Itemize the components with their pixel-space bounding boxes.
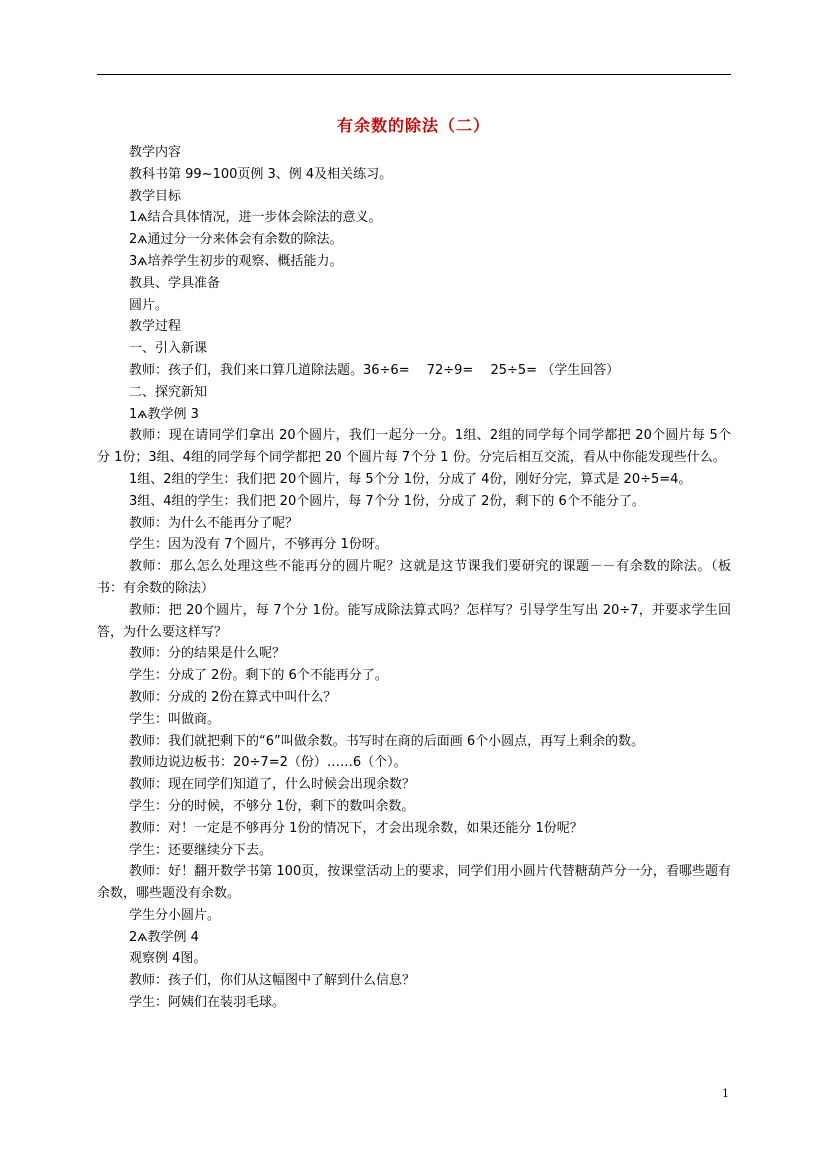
paragraph: 教师边说边板书：20÷7=2（份）……6（个）。: [129, 755, 407, 771]
paragraph: 教具、学具准备: [129, 275, 221, 291]
paragraph: 教师：为什么不能再分了呢？: [129, 515, 299, 531]
paragraph: 学生：分的时候，不够分 1份，剩下的数叫余数。: [129, 798, 415, 814]
paragraph: 学生分小圆片。: [129, 907, 221, 923]
paragraph: 教师：分成的 2份在算式中叫什么？: [129, 689, 337, 705]
paragraph: 教师：孩子们，你们从这幅图中了解到什么信息？: [129, 973, 416, 989]
paragraph: 教学内容: [129, 145, 182, 160]
paragraph: 3组、4组的学生：我们把 20个圆片，每 7个分 1份，分成了 2份，剩下的 6个不能分了。: [129, 493, 645, 509]
paragraph: 3ѧ培养学生初步的观察、概括能力。: [129, 253, 343, 269]
paragraph: 教学目标: [129, 188, 182, 204]
paragraph: 教师：分的结果是什么呢？: [129, 646, 286, 662]
paragraph: 学生：因为没有 7个圆片，不够再分 1份呀。: [129, 537, 388, 553]
paragraph: 教师：孩子们，我们来口算几道除法题。36÷6= 72÷9= 25÷5= （学生回答）: [129, 362, 620, 378]
paragraph: 教师：我们就把剩下的“6”叫做余数。书写时在商的后面画 6个小圆点，再写上剩余的数。: [129, 733, 645, 749]
paragraph: 圆片。: [129, 297, 169, 313]
document-title: 有余数的除法（二）: [336, 116, 490, 135]
paragraph: 二、探究新知: [129, 384, 208, 400]
paragraph: 2ѧ教学例 4: [129, 929, 199, 945]
page-number: 1: [722, 1087, 729, 1100]
paragraph: 教师：现在同学们知道了，什么时候会出现余数？: [129, 777, 416, 793]
paragraph: 教师：那么怎么处理这些不能再分的圆片呢？这就是这节课我们要研究的课题－－有余数的除法。（板书：有余数的除法）: [97, 559, 731, 596]
paragraph: 教师：好！翻开数学书第 100页，按课堂活动上的要求，同学们用小圆片代替糖葫芦分一分，看哪些题有余数，哪些题没有余数。: [97, 864, 731, 902]
paragraph: 学生：分成了 2份。剩下的 6个不能再分了。: [129, 668, 388, 684]
paragraph: 教科书第 99~100页例 3、例 4及相关练习。: [129, 166, 393, 182]
paragraph: 2ѧ通过分一分来体会有余数的除法。: [129, 232, 343, 248]
paragraph: 教师：把 20个圆片，每 7个分 1份。能写成除法算式吗？怎样写？引导学生写出 20÷7，并要求学生回答，为什么要这样写？: [97, 602, 731, 640]
paragraph: 一、引入新课: [129, 341, 208, 357]
document-body: [97, 142, 731, 1014]
paragraph: 观察例 4图。: [129, 951, 207, 967]
paragraph: 学生：还要继续分下去。: [129, 842, 273, 858]
paragraph: 1ѧ结合具体情况，进一步体会除法的意义。: [129, 210, 382, 226]
paragraph: 教师：对！一定是不够再分 1份的情况下，才会出现余数，如果还能分 1份呢？: [129, 820, 583, 836]
paragraph: 学生：阿姨们在装羽毛球。: [129, 995, 286, 1011]
paragraph: 1组、2组的学生：我们把 20个圆片，每 5个分 1份，分成了 4份，刚好分完，算式是 20÷5=4。: [129, 471, 692, 487]
paragraph: 1ѧ教学例 3: [129, 406, 199, 422]
paragraph: 教学过程: [129, 319, 182, 335]
header-rule: [97, 74, 731, 75]
paragraph: 教师：现在请同学们拿出 20个圆片，我们一起分一分。1组、2组的同学每个同学都把 20个圆片每 5个分 1份；3组、4组的同学每个同学都把 20 个圆片每 7个分 1 份。分完后相互交流，看从中你能发现些什么。: [97, 428, 731, 466]
paragraph: 学生：叫做商。: [129, 711, 221, 727]
